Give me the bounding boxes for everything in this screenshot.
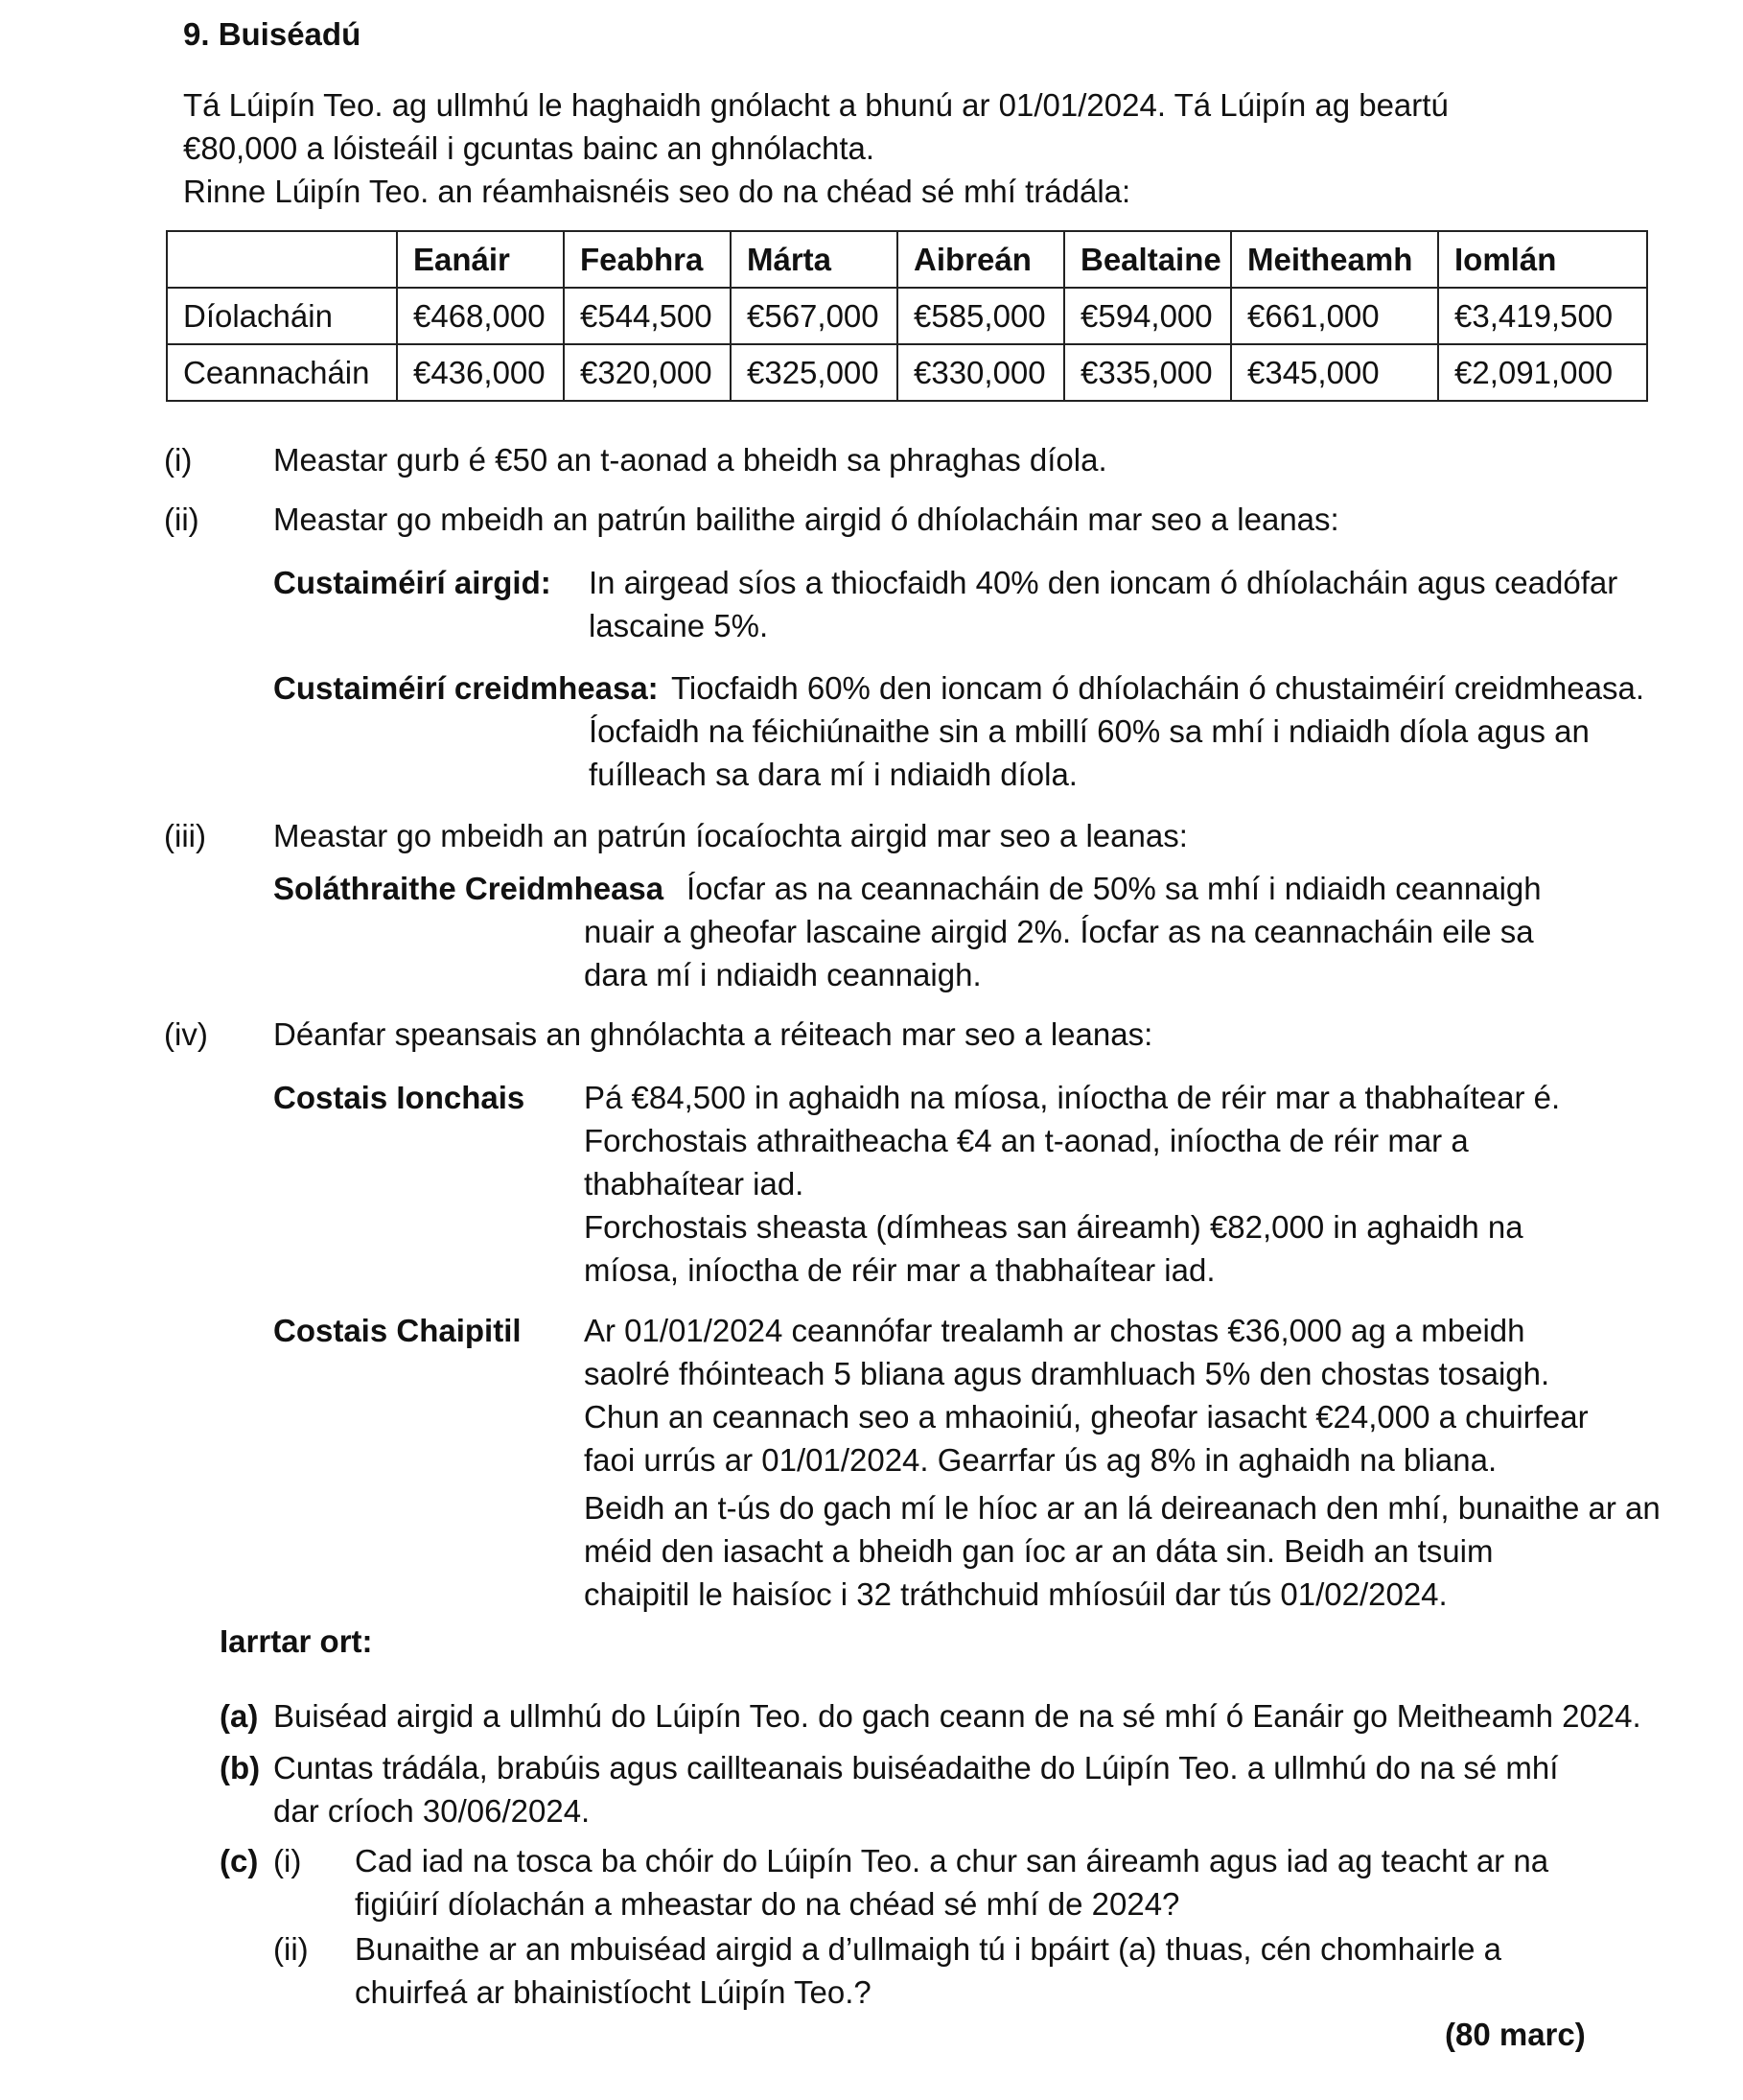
capital-costs-text [584, 1310, 1589, 1482]
table-cell: Díolacháin [167, 288, 397, 344]
credit-suppliers-text [584, 911, 1534, 997]
cash-customers-text [589, 562, 1617, 648]
text-line: Cad iad na tosca ba chóir do Lúipín Teo. a chur san áireamh agus iad ag teacht ar na [355, 1843, 1549, 1878]
table-header-cell: Iomlán [1438, 231, 1647, 288]
table-cell: €2,091,000 [1438, 344, 1647, 401]
revenue-costs-label: Costais Ionchais [273, 1080, 525, 1115]
table-cell: €320,000 [564, 344, 731, 401]
text-line: Forchostais athraitheacha €4 an t-aonad, iníoctha de réir mar a [584, 1123, 1469, 1158]
text-line: chuirfeá ar bhainistíocht Lúipín Teo.? [355, 1974, 872, 2010]
part-c-i-text [355, 1840, 1548, 1926]
text-line: Cuntas trádála, brabúis agus caillteanais buiséadaithe do Lúipín Teo. a ullmhú do na sé mhí [273, 1750, 1559, 1785]
table-cell: €325,000 [731, 344, 897, 401]
intro-paragraph [183, 84, 1449, 214]
text-line: méid den iasacht a bheidh gan íoc ar an dáta sin. Beidh an tsuim [584, 1533, 1494, 1569]
table-header-cell: Bealtaine [1064, 231, 1231, 288]
table-cell: €436,000 [397, 344, 564, 401]
credit-customers-text [589, 711, 1590, 797]
note-number: (iii) [164, 818, 206, 853]
text-line: chaipitil le haisíoc i 32 tráthchuid mhíosúil dar tús 01/02/2024. [584, 1576, 1448, 1612]
table-cell: €330,000 [897, 344, 1064, 401]
note-text: Meastar go mbeidh an patrún bailithe airgid ó dhíolacháin mar seo a leanas: [273, 502, 1339, 537]
text-line: thabhaítear iad. [584, 1166, 804, 1202]
part-a-number: (a) [220, 1698, 259, 1734]
note-text: Déanfar speansais an ghnólachta a réiteach mar seo a leanas: [273, 1016, 1153, 1052]
table-cell: €661,000 [1231, 288, 1438, 344]
part-c-ii-text [355, 1928, 1501, 2015]
table-cell: €567,000 [731, 288, 897, 344]
text-line: Tiocfaidh 60% den ioncam ó dhíolacháin ó chustaiméirí creidmheasa. [671, 670, 1645, 706]
forecast-table [166, 230, 1648, 402]
text-line: fuílleach sa dara mí i ndiaidh díola. [589, 757, 1078, 792]
table-header-cell: Márta [731, 231, 897, 288]
text-line: dara mí i ndiaidh ceannaigh. [584, 957, 982, 992]
part-b-text [273, 1747, 1558, 1833]
text-line: lascaine 5%. [589, 608, 769, 643]
table-header-cell: Feabhra [564, 231, 731, 288]
marks-total: (80 marc) [1445, 2017, 1586, 2052]
revenue-costs-text [584, 1077, 1560, 1293]
text-line: Chun an ceannach seo a mhaoiniú, gheofar iasacht €24,000 a chuirfear [584, 1399, 1589, 1435]
credit-customers-label: Custaiméirí creidmheasa: [273, 670, 659, 706]
text-line: Ar 01/01/2024 ceannófar trealamh ar chostas €36,000 ag a mbeidh [584, 1313, 1525, 1348]
text-line: Pá €84,500 in aghaidh na míosa, iníoctha de réir mar a thabhaítear é. [584, 1080, 1561, 1115]
note-number: (i) [164, 442, 193, 478]
part-c-ii-number: (ii) [273, 1931, 309, 1967]
table-row [167, 288, 1647, 344]
text-line: Beidh an t-ús do gach mí le híoc ar an lá deireanach den mhí, bunaithe ar an [584, 1490, 1661, 1526]
credit-suppliers-label: Soláthraithe Creidmheasa [273, 871, 664, 906]
intro-line: Tá Lúipín Teo. ag ullmhú le haghaidh gnólacht a bhunú ar 01/01/2024. Tá Lúipín ag beartú [183, 87, 1449, 123]
text-line: saolré fhóinteach 5 bliana agus dramhluach 5% den chostas tosaigh. [584, 1356, 1550, 1391]
table-header-cell: Eanáir [397, 231, 564, 288]
text-line: nuair a gheofar lascaine airgid 2%. Íocfar as na ceannacháin eile sa [584, 914, 1534, 949]
table-cell: €468,000 [397, 288, 564, 344]
part-b-number: (b) [220, 1750, 261, 1785]
table-row [167, 344, 1647, 401]
note-text: Meastar go mbeidh an patrún íocaíochta airgid mar seo a leanas: [273, 818, 1188, 853]
required-label: Iarrtar ort: [220, 1623, 373, 1659]
text-line: Íocfaidh na féichiúnaithe sin a mbillí 60% sa mhí i ndiaidh díola agus an [589, 713, 1590, 749]
table-header-cell: Meitheamh [1231, 231, 1438, 288]
text-line: Íocfar as na ceannacháin de 50% sa mhí i ndiaidh ceannaigh [686, 871, 1542, 906]
text-line: dar críoch 30/06/2024. [273, 1793, 591, 1829]
intro-line: €80,000 a lóisteáil i gcuntas bainc an ghnólachta. [183, 130, 875, 166]
table-cell: €585,000 [897, 288, 1064, 344]
note-number: (ii) [164, 502, 199, 537]
table-cell: €3,419,500 [1438, 288, 1647, 344]
table-header-cell [167, 231, 397, 288]
table-cell: €345,000 [1231, 344, 1438, 401]
text-line: faoi urrús ar 01/01/2024. Gearrfar ús ag 8% in aghaidh na bliana. [584, 1442, 1498, 1478]
table-cell: Ceannacháin [167, 344, 397, 401]
note-number: (iv) [164, 1016, 208, 1052]
table-header-row [167, 231, 1647, 288]
question-title: 9. Buiséadú [183, 16, 361, 52]
text-line: míosa, iníoctha de réir mar a thabhaítear iad. [584, 1252, 1216, 1288]
intro-line: Rinne Lúipín Teo. an réamhaisnéis seo do na chéad sé mhí trádála: [183, 174, 1131, 209]
table-header-cell: Aibreán [897, 231, 1064, 288]
cash-customers-label: Custaiméirí airgid: [273, 565, 551, 600]
note-text: Meastar gurb é €50 an t-aonad a bheidh sa phraghas díola. [273, 442, 1107, 478]
table-cell: €594,000 [1064, 288, 1231, 344]
part-a-text: Buiséad airgid a ullmhú do Lúipín Teo. do gach ceann de na sé mhí ó Eanáir go Meitheamh 2024. [273, 1698, 1641, 1734]
capital-costs-label: Costais Chaipitil [273, 1313, 522, 1348]
capital-costs-text-2 [584, 1487, 1661, 1617]
part-c-number: (c) [220, 1843, 259, 1878]
table-cell: €335,000 [1064, 344, 1231, 401]
text-line: figiúirí díolachán a mheastar do na chéad sé mhí de 2024? [355, 1886, 1180, 1922]
text-line: In airgead síos a thiocfaidh 40% den ioncam ó dhíolacháin agus ceadófar [589, 565, 1618, 600]
part-c-i-number: (i) [273, 1843, 302, 1878]
text-line: Bunaithe ar an mbuiséad airgid a d’ullmaigh tú i bpáirt (a) thuas, cén chomhairle a [355, 1931, 1502, 1967]
text-line: Forchostais sheasta (dímheas san áireamh) €82,000 in aghaidh na [584, 1209, 1523, 1245]
table-cell: €544,500 [564, 288, 731, 344]
